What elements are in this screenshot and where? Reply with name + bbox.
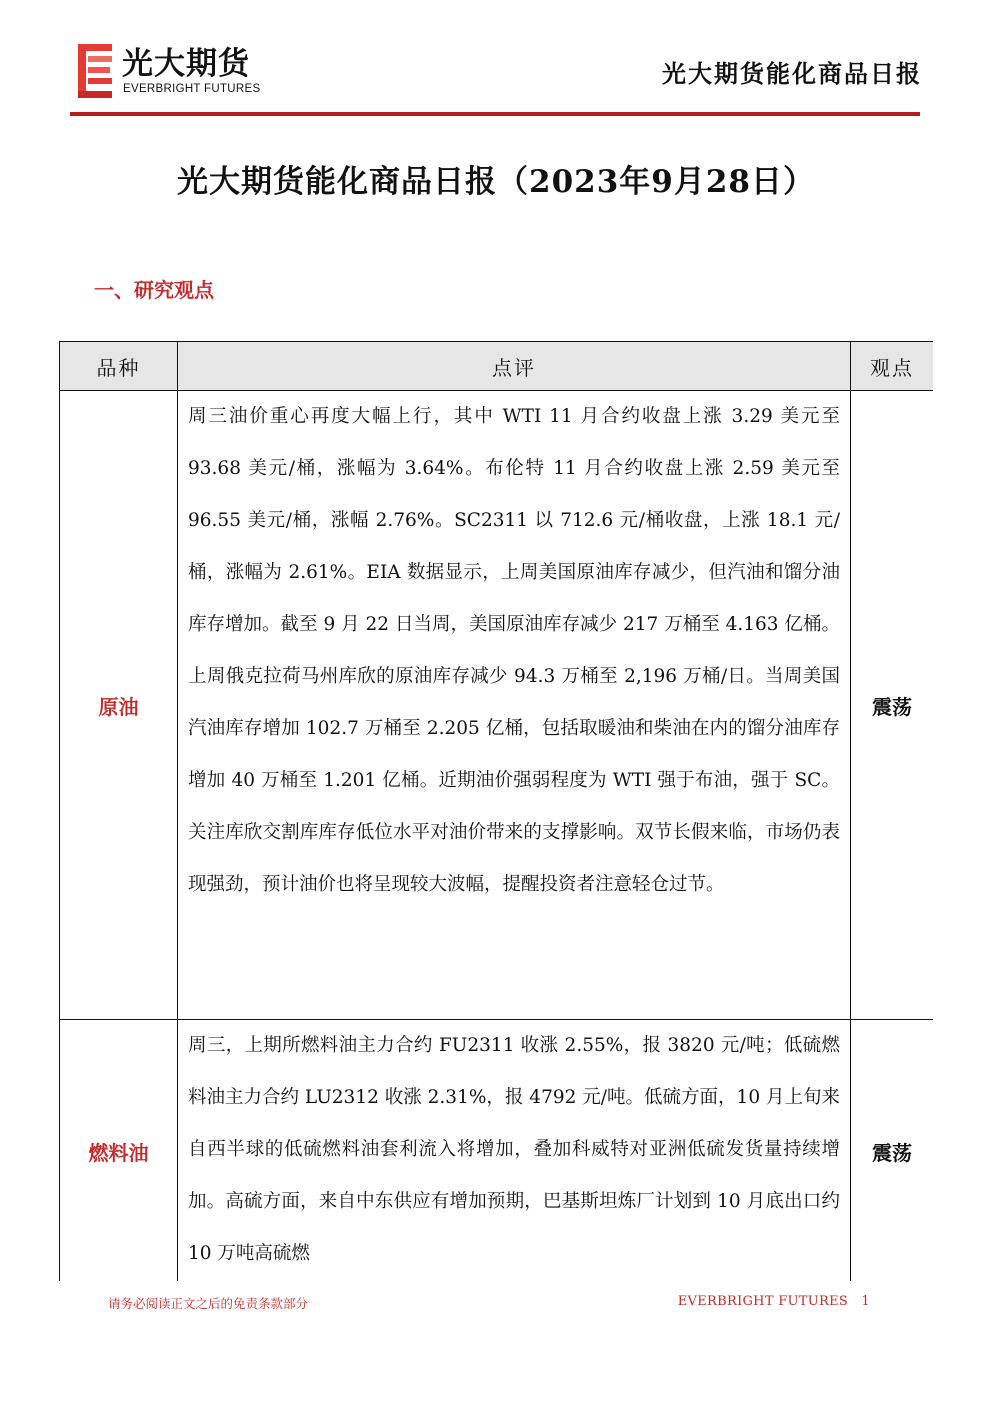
comment-cell [178, 391, 851, 1020]
table-header-row [60, 342, 934, 391]
view-cell: 震荡 [851, 1020, 934, 1282]
view-cell: 震荡 [851, 391, 934, 1020]
header-report-title: 光大期货能化商品日报 [662, 59, 922, 88]
variety-cell: 原油 [60, 391, 178, 1020]
research-table-container [59, 341, 933, 1281]
logo-english-text: EVERBRIGHT FUTURES [123, 83, 261, 95]
column-header-comment: 点评 [178, 342, 851, 391]
header-divider [70, 112, 920, 116]
document-title: 光大期货能化商品日报（2023年9月28日） [177, 164, 815, 200]
research-table [59, 341, 933, 1281]
table-row [60, 391, 934, 1020]
variety-cell: 燃料油 [60, 1020, 178, 1282]
everbright-logo-icon [78, 44, 114, 98]
column-header-view: 观点 [851, 342, 934, 391]
logo-chinese-text: 光大期货 [122, 46, 250, 82]
comment-text: 周三油价重心再度大幅上行，其中 WTI 11 月合约收盘上涨 3.29 美元至 93.68 美元/桶，涨幅为 3.64%。布伦特 11 月合约收盘上涨 2.59 美元至 96.55 美元/桶，涨幅 2.76%。SC2311 以 712.6 元/桶收盘，上涨 18.1 元/桶，涨幅为 2.61%。EIA 数据显示，上周美国原油库存减少，但汽油和馏分油库存增加。截至 9 月 22 日当周，美国原油库存减少 217 万桶至 4.163 亿桶。上周俄克拉荷马州库欣的原油库存减少 94.3 万桶至 2,196 万桶/日。当周美国汽油库存增加 102.7 万桶至 2.205 亿桶，包括取暖油和柴油在内的馏分油库存增加 40 万桶至 1.201 亿桶。近期油价强弱程度为 WTI 强于布油，强于 SC。关注库欣交割库库存低位水平对油价带来的支撑影响。双节长假来临，市场仍表现强劲，预计油价也将呈现较大波幅，提醒投资者注意轻仓过节。 [188, 406, 840, 895]
table-row [60, 1020, 934, 1282]
footer-brand: EVERBRIGHT FUTURES [677, 1294, 849, 1309]
column-header-variety: 品种 [60, 342, 178, 391]
comment-cell [178, 1020, 851, 1282]
company-logo [78, 44, 298, 98]
comment-text: 周三，上期所燃料油主力合约 FU2311 收涨 2.55%，报 3820 元/吨；低硫燃料油主力合约 LU2312 收涨 2.31%，报 4792 元/吨。低硫方面，10 月上旬来自西半球的低硫燃料油套利流入将增加，叠加科威特对亚洲低硫发货量持续增加。高硫方面，来自中东供应有增加预期，巴基斯坦炼厂计划到 10 月底出口约 10 万吨高硫燃 [188, 1035, 840, 1264]
section-heading: 一、研究观点 [94, 278, 214, 302]
footer-disclaimer: 请务必阅读正文之后的免责条款部分 [108, 1296, 309, 1311]
page-number: 1 [861, 1294, 870, 1309]
footer-brand-page [678, 1294, 870, 1309]
